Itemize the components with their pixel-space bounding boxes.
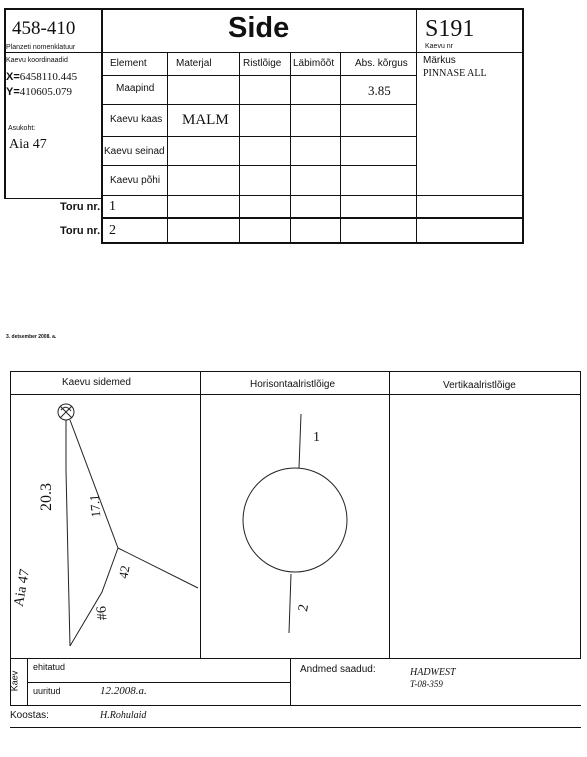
compiled-label: Koostas: <box>10 710 49 721</box>
sketch-label-distance: #6 <box>94 605 111 621</box>
pipe-label: Toru nr. <box>60 225 101 237</box>
sheet-number: 458-410 <box>12 18 76 39</box>
well-caption: Kaevu nr <box>425 43 454 50</box>
panel-heading-connections: Kaevu sidemed <box>62 377 131 388</box>
compiled-value: H.Rohulaid <box>100 710 147 721</box>
header-diameter: Läbimõõt <box>293 58 335 69</box>
surveyed-value: 12.2008.a. <box>100 685 147 697</box>
row-element: Kaevu seinad <box>104 146 165 157</box>
row-element: Maapind <box>116 83 155 94</box>
sheet-caption: Planzeti nomenklatuur <box>6 44 76 51</box>
row-abs-height: 3.85 <box>368 83 391 98</box>
coord-y-label: Y= <box>6 86 20 98</box>
page-title: Side <box>228 12 290 44</box>
remark-value: PINNASE ALL <box>423 68 487 79</box>
sketch-label-distance: 20.3 <box>38 483 55 511</box>
date-line: 3. detsember 2008. a. <box>6 334 57 340</box>
header-abs-height: Abs. kõrgus <box>355 58 408 69</box>
sketch-label-street: Aia 47 <box>11 568 34 608</box>
pipe-label: Toru nr. <box>60 201 101 213</box>
location-value: Aia 47 <box>9 137 47 152</box>
pipe-value: 2 <box>109 223 116 238</box>
row-material: MALM <box>182 112 229 128</box>
panel-heading-horizontal: Horisontaalristlõige <box>250 379 336 390</box>
coord-x-value: 6458110.445 <box>19 71 78 83</box>
sketch-label-distance: 42 <box>115 564 133 580</box>
built-label: ehitatud <box>33 662 66 672</box>
well-number: S191 <box>425 16 475 42</box>
data-from-value: T-08-359 <box>410 679 443 689</box>
coords-caption: Kaevu koordinaadid <box>6 57 68 64</box>
surveyed-label: uuritud <box>33 686 61 696</box>
header-cross-section: Ristlõige <box>243 58 282 69</box>
header-element: Element <box>110 58 147 69</box>
row-element: Kaevu kaas <box>110 114 163 125</box>
header-remark: Märkus <box>423 55 456 66</box>
pipe-value: 1 <box>109 199 116 214</box>
coord-x-label: X= <box>6 71 20 83</box>
row-element: Kaevu põhi <box>110 175 161 186</box>
location-caption: Asukoht: <box>8 125 36 132</box>
coord-y-value: 410605.079 <box>19 86 73 98</box>
sketch-label-pipe: 2 <box>296 603 313 613</box>
sketch-label-distance: 17.1 <box>86 494 104 519</box>
data-from-label: Andmed saadud: <box>300 664 376 675</box>
header-material: Materjal <box>176 58 212 69</box>
data-from-value: HADWEST <box>410 667 456 678</box>
side-label: Kaev <box>9 670 20 692</box>
panel-heading-vertical: Vertikaalristlõige <box>443 380 516 391</box>
sketch-label-pipe: 1 <box>313 430 320 445</box>
